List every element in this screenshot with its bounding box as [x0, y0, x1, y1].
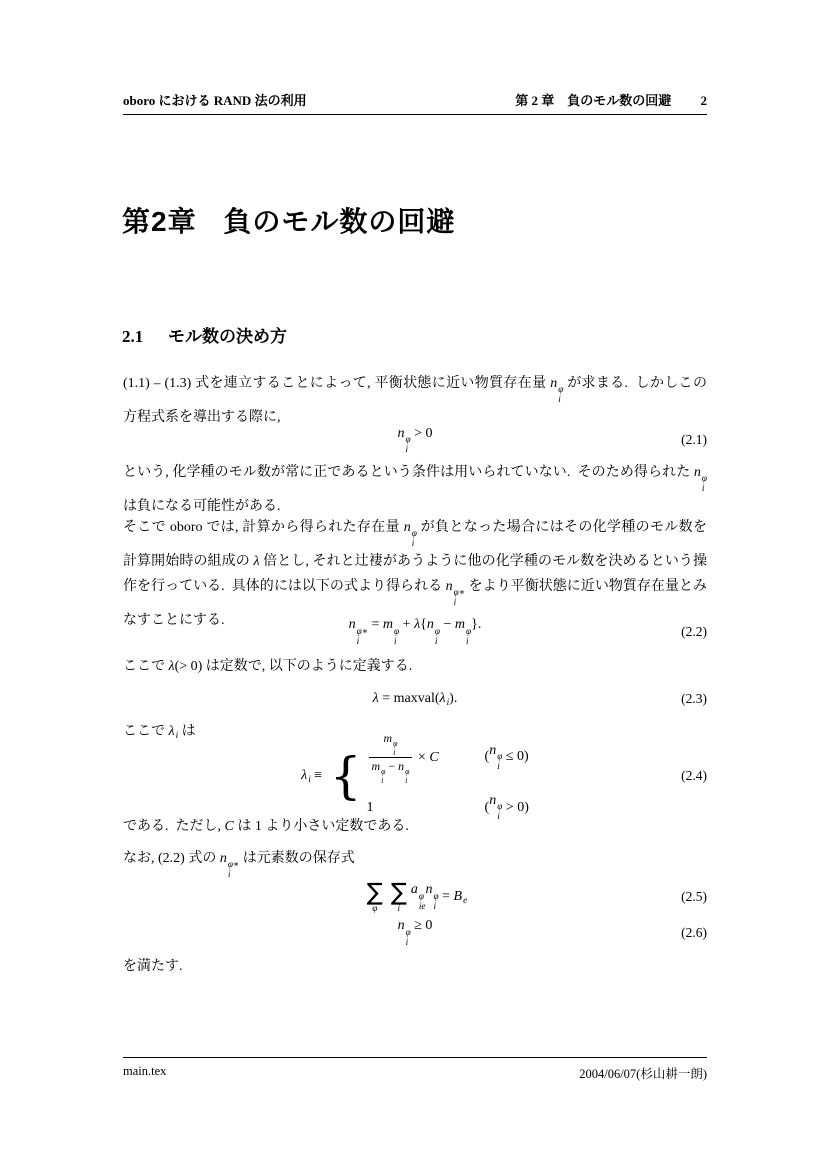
math-mv: n: [397, 918, 405, 934]
math-mv: λ: [372, 691, 379, 706]
math-mss-up: φ: [497, 751, 503, 762]
math-mt: −: [385, 759, 399, 773]
math-mss-wrap: [426, 617, 440, 646]
equation-number: (2.4): [681, 768, 707, 783]
footer-filename: main.tex: [123, 1064, 167, 1078]
math-mv: λ: [253, 554, 260, 570]
math-mv: m: [454, 617, 466, 633]
math-mv: n: [425, 882, 433, 898]
math-msub: e: [463, 894, 468, 905]
math-mv: m: [382, 617, 394, 633]
equation-body: [398, 918, 433, 947]
math-mss-up: φ: [394, 625, 400, 636]
equation-number: (2.2): [681, 624, 707, 639]
math-mv: n: [489, 793, 497, 809]
math-mt: という, 化学種のモル数が常に正であるという条件は用いられていない. そのため得られた: [123, 465, 694, 480]
math-mfrac-num: [380, 730, 400, 757]
math-mt: > 0): [502, 799, 529, 815]
page-footer: [123, 1057, 707, 1082]
math-mss-up: φ∗: [453, 587, 466, 598]
section-number: 2.1: [122, 327, 144, 346]
math-mss-up: φ: [418, 890, 424, 901]
math-mss-wrap: [411, 882, 426, 911]
math-mss-up: φ: [701, 473, 707, 484]
math-mss-up: φ: [381, 767, 386, 777]
math-mss-wrap: [371, 759, 386, 785]
math-mss-wrap: [454, 617, 472, 646]
paragraph-4: [123, 654, 707, 679]
math-mss-wrap: [398, 759, 410, 785]
equation-2-5: [123, 874, 707, 920]
math-msum-sigma: ∑: [390, 877, 407, 906]
paragraph-6: [123, 811, 707, 839]
math-mv: n: [398, 759, 405, 773]
math-mt: −: [439, 617, 455, 633]
math-mv: n: [445, 579, 453, 595]
math-mss-wrap: [219, 851, 240, 880]
math-mfrac: [369, 730, 413, 786]
math-mt: ).: [449, 691, 458, 706]
math-mss-up: φ: [393, 739, 398, 749]
equation-body: [349, 617, 482, 646]
math-msum-under: i: [397, 903, 401, 914]
math-mss-wrap: [169, 724, 179, 739]
math-mss-dn: i: [701, 483, 705, 494]
math-mt: ここで: [123, 724, 169, 739]
chapter-number: 第2章: [122, 206, 197, 237]
equation-body: [301, 730, 529, 823]
equation-2-3: [123, 684, 707, 714]
math-mss-up: φ: [434, 625, 440, 636]
paragraph-2: [123, 460, 711, 519]
math-mv: C: [429, 749, 439, 765]
equation-2-1: [123, 426, 707, 454]
math-mss-dn: i: [405, 443, 409, 454]
math-mt: {: [420, 617, 427, 633]
math-mcases-col: [367, 730, 529, 823]
math-mt: +: [399, 617, 415, 633]
math-mv: λ: [439, 691, 446, 706]
math-mv: m: [383, 730, 393, 745]
math-mss-wrap: [445, 579, 466, 608]
math-mv: n: [426, 617, 434, 633]
math-mss-dn: i: [405, 936, 409, 947]
math-mt: > 0: [410, 425, 433, 441]
math-mt: ここで: [123, 659, 169, 674]
math-mt: (1.1) – (1.3) 式を連立することによって, 平衡状態に近い物質存在量: [123, 376, 551, 391]
equation-body: [373, 691, 458, 707]
math-mss-wrap: [489, 743, 502, 772]
page-header: [123, 90, 707, 115]
math-mss-up: φ∗: [356, 625, 369, 636]
math-mss-stack: [419, 892, 426, 912]
math-msub: i: [308, 773, 311, 784]
math-mss-dn: i: [381, 775, 384, 785]
math-mv: B: [453, 889, 463, 904]
math-mv: a: [410, 882, 418, 898]
math-mcases-left: [367, 730, 485, 786]
math-mss-stack: [405, 768, 409, 785]
math-mt: ≥ 0: [410, 918, 433, 934]
math-mcases: [330, 730, 529, 823]
math-mss-wrap: [397, 425, 411, 454]
math-mt: が求まる. しかしこの方程式系を導出する際に,: [123, 376, 707, 426]
math-mss-wrap: [382, 617, 400, 646]
math-msum-sigma: ∑: [366, 877, 383, 906]
math-mss-dn: i: [394, 635, 397, 646]
math-mt: は負になる可能性がある.: [123, 465, 711, 515]
math-mv: n: [397, 425, 405, 441]
math-mcases-row: [367, 730, 529, 786]
math-mss-dn: i: [497, 811, 500, 822]
math-mt: そこで oboro では, 計算から得られた存在量: [123, 520, 404, 535]
math-mss-wrap: [550, 376, 564, 405]
math-mss-up: φ: [405, 433, 411, 444]
math-mt: なお, (2.2) 式の: [123, 851, 220, 866]
math-mss-dn: i: [434, 635, 438, 646]
math-mss-dn: i: [393, 747, 396, 757]
math-mss-stack: [393, 740, 397, 757]
section-title: モル数の決め方: [167, 327, 287, 346]
math-mv: n: [219, 851, 227, 866]
math-mss-dn: i: [497, 761, 500, 772]
math-mss-wrap: [383, 730, 398, 757]
math-mss-wrap: [426, 882, 439, 911]
math-mss-stack: [357, 627, 368, 647]
math-mt: (: [484, 749, 490, 765]
math-mv: n: [693, 465, 701, 480]
equation-body: [363, 877, 468, 914]
equation-body: [397, 426, 432, 455]
math-mt: =: [438, 889, 454, 904]
math-mss-up: φ: [405, 767, 410, 777]
math-mss-up: φ: [405, 926, 411, 937]
math-mfrac-den: [369, 757, 413, 785]
math-mss-wrap: [348, 617, 369, 646]
math-mcases-brace: {: [329, 746, 362, 805]
math-mv: n: [403, 520, 411, 535]
math-mt: をより平衡状態に近い物質存在量とみなすことにする.: [123, 579, 708, 629]
math-mv: λ: [414, 617, 421, 633]
paragraph-3: [123, 515, 707, 633]
section-heading: [122, 322, 287, 347]
math-mt: (: [484, 799, 490, 815]
math-mss-dn: i: [411, 538, 415, 549]
math-mss-up: φ: [411, 528, 417, 539]
math-mv: n: [489, 742, 497, 758]
math-mv: λ: [168, 659, 175, 674]
math-mt: ≤ 0): [502, 749, 529, 765]
math-mt: ≡: [310, 768, 326, 783]
math-mss-up: φ: [558, 384, 564, 395]
math-mss-wrap: [693, 465, 707, 494]
math-mss-wrap: [440, 691, 450, 706]
math-mss-dn: ie: [418, 900, 426, 911]
chapter-heading: [122, 200, 455, 240]
math-mt: ×: [414, 749, 430, 765]
math-mss-dn: i: [433, 900, 437, 911]
math-mt: }.: [471, 617, 482, 633]
math-mv: m: [371, 759, 381, 773]
math-msum-under: φ: [372, 903, 378, 914]
math-mss-dn: i: [453, 597, 457, 608]
math-msum: [366, 877, 383, 914]
math-mt: を満たす.: [123, 959, 183, 974]
equation-number: (2.6): [681, 925, 707, 940]
math-mv: λ: [168, 724, 175, 739]
math-mt: = maxval(: [378, 691, 440, 706]
math-mt: は: [178, 724, 196, 739]
header-running-title: oboro における RAND 法の利用: [123, 93, 307, 108]
header-page-number: 2: [700, 93, 707, 108]
equation-2-6: [123, 918, 707, 948]
math-mss-wrap: [403, 520, 417, 549]
header-chapter-info: [515, 90, 707, 109]
math-mt: (> 0) は定数で, 以下のように定義する.: [174, 659, 413, 674]
header-chapter-title: 第 2 章 負のモル数の回避: [515, 93, 672, 108]
math-mt: 倍とし, それと辻褄があうように他の化学種のモル数を決めるという操作を行っている. 具体的には以下の式より得られる: [123, 554, 708, 595]
math-mss-dn: i: [558, 394, 561, 405]
equation-number: (2.3): [681, 691, 707, 706]
equation-number: (2.5): [681, 889, 707, 904]
footer-date: 2004/06/07(杉山耕一朗): [579, 1067, 707, 1081]
math-mss-up: φ∗: [227, 859, 240, 870]
math-msum: [390, 877, 407, 914]
math-msub: i: [175, 729, 179, 740]
math-mv: λ: [301, 768, 308, 783]
math-mt: が負となった場合にはその化学種のモル数を計算開始時の組成の: [123, 520, 707, 570]
math-mss-dn: i: [405, 775, 408, 785]
math-mss-wrap: [397, 918, 411, 947]
math-mss-wrap: [454, 889, 468, 905]
equation-number: (2.1): [681, 432, 707, 447]
math-mss-up: φ: [433, 890, 439, 901]
math-mss-dn: i: [356, 635, 360, 646]
math-mv: n: [550, 376, 558, 391]
math-mss-up: φ: [466, 625, 472, 636]
math-mss-dn: i: [466, 635, 469, 646]
math-mss-stack: [454, 588, 465, 608]
math-mt: =: [368, 617, 383, 633]
math-mt: は元素数の保存式: [239, 851, 355, 866]
math-mss-dn: i: [227, 869, 231, 880]
math-mv: C: [224, 819, 234, 834]
paragraph-1: [123, 371, 707, 430]
math-mt: は 1 より小さい定数である.: [233, 819, 409, 834]
math-msub: i: [446, 696, 450, 707]
chapter-title: 負のモル数の回避: [223, 206, 456, 237]
math-mss-wrap: [301, 768, 311, 784]
math-mv: n: [348, 617, 356, 633]
paragraph-8: [123, 954, 707, 979]
math-mt: 1: [366, 799, 374, 815]
math-mt: である. ただし,: [123, 819, 225, 834]
math-mss-up: φ: [497, 801, 503, 812]
math-mcases-right: [485, 743, 529, 772]
equation-2-2: [123, 617, 707, 647]
